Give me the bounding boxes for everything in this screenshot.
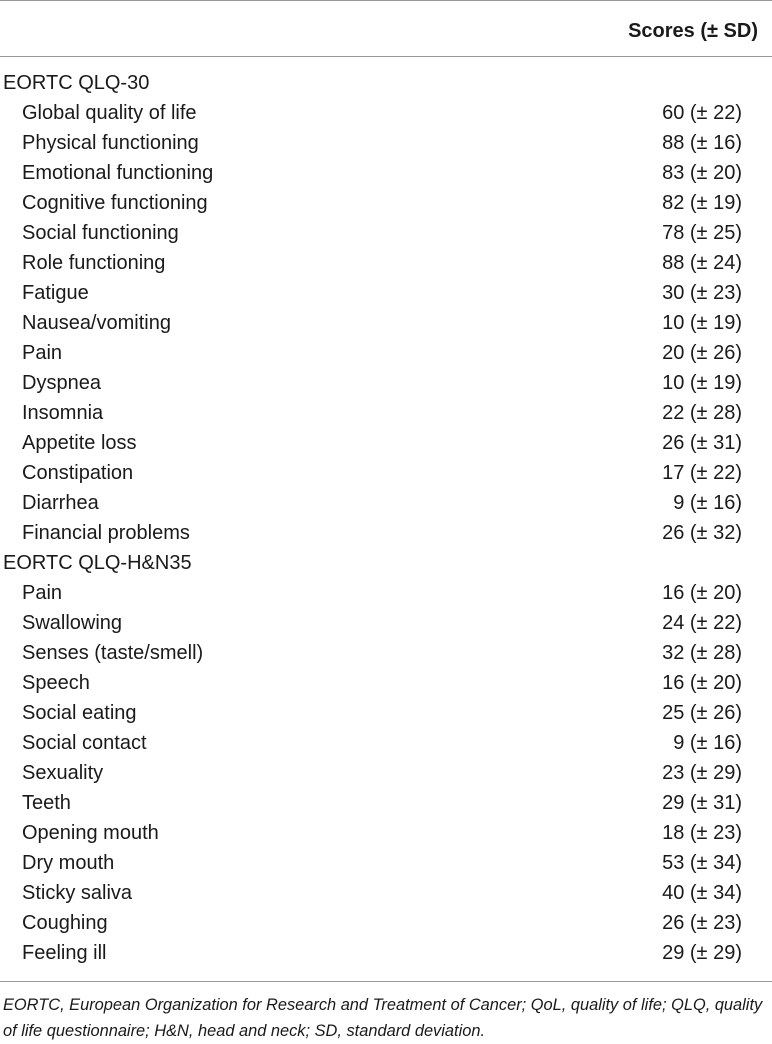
- row-label: Sticky saliva: [22, 882, 133, 904]
- table-row: [0, 878, 772, 908]
- row-score: 17 (± 22): [662, 462, 742, 484]
- row-score: 26 (± 32): [662, 522, 742, 544]
- table-row: [0, 728, 772, 758]
- header-rule: [0, 56, 772, 57]
- table-row: [0, 488, 772, 518]
- row-score: 25 (± 26): [662, 702, 742, 724]
- row-score: 26 (± 31): [662, 432, 742, 454]
- table-row: [0, 698, 772, 728]
- row-score: 82 (± 19): [662, 192, 742, 214]
- row-score: 23 (± 29): [662, 762, 742, 784]
- row-label: Dry mouth: [22, 852, 115, 874]
- table-row: [0, 848, 772, 878]
- row-score: 18 (± 23): [662, 822, 742, 844]
- table-row: [0, 368, 772, 398]
- table-footnote: EORTC, European Organization for Research and Treatment of Cancer; QoL, quality of life; QLQ, quality of life questionnaire; H&N, head and neck; SD, standard deviation.: [3, 996, 763, 1040]
- top-rule: [0, 0, 772, 1]
- row-label: Appetite loss: [22, 432, 137, 454]
- row-label: Feeling ill: [22, 942, 107, 964]
- row-score: 24 (± 22): [662, 612, 742, 634]
- table-row: [0, 278, 772, 308]
- row-label: Teeth: [22, 792, 71, 814]
- table-row: [0, 668, 772, 698]
- row-score: 40 (± 34): [662, 882, 742, 904]
- table-row: [0, 518, 772, 548]
- table-row: [0, 428, 772, 458]
- table-row: [0, 248, 772, 278]
- table-row: [0, 188, 772, 218]
- table-row: [0, 398, 772, 428]
- row-score: 22 (± 28): [662, 402, 742, 424]
- table-row: [0, 98, 772, 128]
- table-row: [0, 638, 772, 668]
- row-label: Social contact: [22, 732, 147, 754]
- row-score: 20 (± 26): [662, 342, 742, 364]
- row-score: 10 (± 19): [662, 372, 742, 394]
- row-label: Financial problems: [22, 522, 190, 544]
- row-label: Pain: [22, 582, 63, 604]
- table-row: [0, 938, 772, 968]
- table-row: [0, 158, 772, 188]
- row-label: Social functioning: [22, 222, 179, 244]
- row-score: 16 (± 20): [662, 672, 742, 694]
- table-row: [0, 908, 772, 938]
- section-header: [0, 548, 772, 578]
- table-row: [0, 608, 772, 638]
- table-row: [0, 818, 772, 848]
- scores-column-header: Scores (± SD): [628, 20, 758, 42]
- row-label: Diarrhea: [22, 492, 99, 514]
- row-score: 9 (± 16): [673, 492, 742, 514]
- row-score: 78 (± 25): [662, 222, 742, 244]
- table-row: [0, 128, 772, 158]
- row-label: Physical functioning: [22, 132, 199, 154]
- row-score: 88 (± 16): [662, 132, 742, 154]
- table-row: [0, 578, 772, 608]
- row-label: Dyspnea: [22, 372, 101, 394]
- row-score: 29 (± 29): [662, 942, 742, 964]
- section-header: [0, 68, 772, 98]
- section-title: EORTC QLQ-H&N35: [3, 552, 192, 574]
- table-header: [0, 2, 772, 56]
- table-body: [0, 68, 772, 968]
- row-label: Global quality of life: [22, 102, 197, 124]
- row-score: 9 (± 16): [673, 732, 742, 754]
- row-score: 26 (± 23): [662, 912, 742, 934]
- table-row: [0, 338, 772, 368]
- table-row: [0, 308, 772, 338]
- row-score: 60 (± 22): [662, 102, 742, 124]
- row-label: Cognitive functioning: [22, 192, 208, 214]
- row-score: 53 (± 34): [662, 852, 742, 874]
- row-label: Coughing: [22, 912, 108, 934]
- table-row: [0, 758, 772, 788]
- row-label: Swallowing: [22, 612, 123, 634]
- row-label: Nausea/vomiting: [22, 312, 171, 334]
- row-score: 30 (± 23): [662, 282, 742, 304]
- row-label: Role functioning: [22, 252, 166, 274]
- row-score: 83 (± 20): [662, 162, 742, 184]
- table-row: [0, 458, 772, 488]
- row-label: Speech: [22, 672, 90, 694]
- row-label: Opening mouth: [22, 822, 159, 844]
- row-label: Emotional functioning: [22, 162, 214, 184]
- row-label: Social eating: [22, 702, 137, 724]
- row-score: 29 (± 31): [662, 792, 742, 814]
- row-label: Fatigue: [22, 282, 89, 304]
- row-label: Pain: [22, 342, 63, 364]
- footer-rule: [0, 981, 772, 982]
- row-label: Senses (taste/smell): [22, 642, 204, 664]
- row-label: Sexuality: [22, 762, 104, 784]
- section-title: EORTC QLQ-30: [3, 72, 150, 94]
- row-score: 10 (± 19): [662, 312, 742, 334]
- row-label: Insomnia: [22, 402, 104, 424]
- row-score: 88 (± 24): [662, 252, 742, 274]
- row-score: 32 (± 28): [662, 642, 742, 664]
- table-row: [0, 218, 772, 248]
- row-score: 16 (± 20): [662, 582, 742, 604]
- row-label: Constipation: [22, 462, 134, 484]
- table-row: [0, 788, 772, 818]
